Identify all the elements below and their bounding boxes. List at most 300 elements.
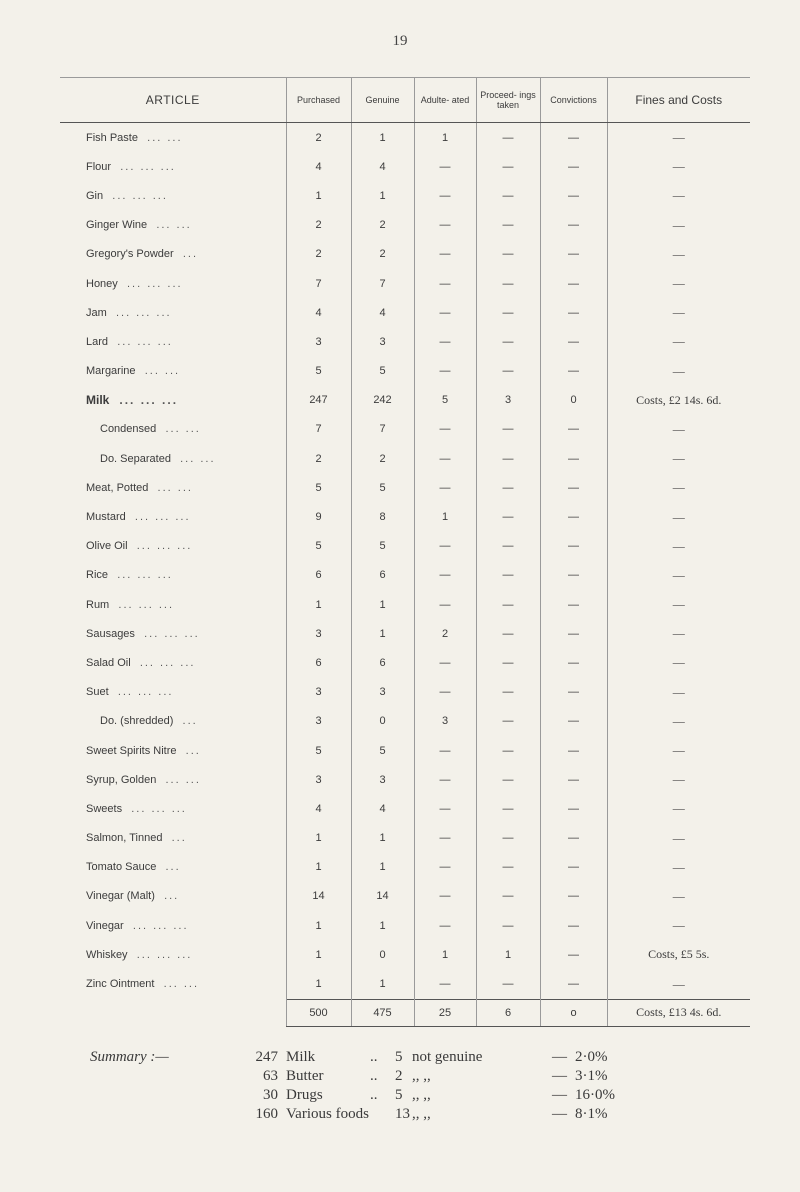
leader-dots: ... ... ... <box>132 919 189 932</box>
fines-cell: — <box>607 882 750 911</box>
leader-dots: ... ... ... <box>118 598 175 611</box>
convictions-cell: 0 <box>540 386 607 415</box>
purchased-cell: 4 <box>286 152 351 181</box>
fines-cell: — <box>607 152 750 181</box>
purchased-cell: 2 <box>286 444 351 473</box>
proceedings-cell: — <box>476 327 540 356</box>
genuine-cell: 7 <box>351 415 414 444</box>
article-name: Gin <box>86 189 104 202</box>
adulterated-cell: 1 <box>414 123 476 153</box>
genuine-cell: 2 <box>351 240 414 269</box>
purchased-cell: 7 <box>286 415 351 444</box>
convictions-cell: — <box>540 707 607 736</box>
total-proceedings: 6 <box>476 999 540 1026</box>
genuine-cell: 242 <box>351 386 414 415</box>
header-article: ARTICLE <box>60 78 286 123</box>
adulterated-cell: — <box>414 590 476 619</box>
leader-dots: ... ... ... <box>115 306 172 319</box>
fines-cell: — <box>607 678 750 707</box>
article-name: Olive Oil <box>86 540 128 553</box>
total-adulterated: 25 <box>414 999 476 1026</box>
proceedings-cell: — <box>476 532 540 561</box>
convictions-cell: — <box>540 240 607 269</box>
adulterated-cell: — <box>414 794 476 823</box>
article-name: Salmon, Tinned <box>86 832 163 845</box>
leader-dots: ... ... ... <box>117 686 174 699</box>
purchased-cell: 4 <box>286 298 351 327</box>
convictions-cell: — <box>540 678 607 707</box>
genuine-cell: 8 <box>351 502 414 531</box>
genuine-cell: 2 <box>351 211 414 240</box>
purchased-cell: 5 <box>286 473 351 502</box>
summary-dots: .. <box>370 1087 378 1103</box>
header-purchased: Purchased <box>286 78 351 123</box>
convictions-cell: — <box>540 152 607 181</box>
article-cell <box>60 590 286 619</box>
convictions-cell: — <box>540 473 607 502</box>
table-row <box>60 969 750 999</box>
adulterated-cell: — <box>414 853 476 882</box>
page-number: 19 <box>392 33 408 49</box>
proceedings-cell: — <box>476 765 540 794</box>
article-cell <box>60 765 286 794</box>
genuine-cell: 4 <box>351 152 414 181</box>
adulterated-cell: — <box>414 181 476 210</box>
purchased-cell: 1 <box>286 824 351 853</box>
proceedings-cell: — <box>476 969 540 999</box>
summary-percent: 2·0% <box>575 1049 608 1065</box>
genuine-cell: 1 <box>351 181 414 210</box>
adulterated-cell: — <box>414 473 476 502</box>
leader-dots: ... ... ... <box>117 569 173 582</box>
genuine-cell: 1 <box>351 853 414 882</box>
fines-cell: — <box>607 853 750 882</box>
leader-dots: ... ... ... <box>131 802 187 815</box>
proceedings-cell: 3 <box>476 386 540 415</box>
article-name: Honey <box>86 277 118 290</box>
leader-dots: ... ... <box>147 131 183 144</box>
convictions-cell: — <box>540 327 607 356</box>
summary-dots: .. <box>370 1068 378 1084</box>
article-cell <box>60 357 286 386</box>
summary-description: ,, ,, <box>412 1106 431 1122</box>
leader-dots: ... <box>171 832 187 845</box>
article-cell <box>60 211 286 240</box>
adulterated-cell: — <box>414 240 476 269</box>
fines-cell: — <box>607 561 750 590</box>
fines-cell: — <box>607 298 750 327</box>
proceedings-cell: — <box>476 357 540 386</box>
table-row <box>60 357 750 386</box>
leader-dots: ... ... ... <box>112 189 168 202</box>
convictions-cell: — <box>540 853 607 882</box>
fines-cell: — <box>607 211 750 240</box>
fines-cell: — <box>607 357 750 386</box>
article-cell <box>60 882 286 911</box>
adulterated-cell: — <box>414 152 476 181</box>
purchased-cell: 247 <box>286 386 351 415</box>
leader-dots: ... ... ... <box>120 160 176 173</box>
proceedings-cell: — <box>476 211 540 240</box>
genuine-cell: 1 <box>351 969 414 999</box>
fines-cell: — <box>607 969 750 999</box>
adulterated-cell: — <box>414 765 476 794</box>
convictions-cell: — <box>540 736 607 765</box>
article-name: Lard <box>86 335 109 348</box>
convictions-cell: — <box>540 123 607 153</box>
convictions-cell: — <box>540 648 607 677</box>
proceedings-cell: — <box>476 824 540 853</box>
proceedings-cell: — <box>476 678 540 707</box>
summary-description: ,, ,, <box>412 1087 431 1103</box>
proceedings-cell: — <box>476 911 540 940</box>
proceedings-cell: — <box>476 473 540 502</box>
summary-count: 247 <box>255 1049 278 1065</box>
summary-number: 13 <box>395 1106 410 1122</box>
fines-cell: Costs, £5 5s. <box>607 940 750 969</box>
article-name: Milk <box>86 393 110 408</box>
proceedings-cell: — <box>476 882 540 911</box>
article-name: Vinegar <box>86 919 124 932</box>
genuine-cell: 3 <box>351 327 414 356</box>
purchased-cell: 5 <box>286 357 351 386</box>
convictions-cell: — <box>540 882 607 911</box>
genuine-cell: 5 <box>351 473 414 502</box>
leader-dots: ... ... ... <box>139 656 196 669</box>
fines-cell: — <box>607 444 750 473</box>
proceedings-cell: — <box>476 415 540 444</box>
convictions-cell: — <box>540 444 607 473</box>
proceedings-cell: — <box>476 736 540 765</box>
leader-dots: ... <box>182 715 198 728</box>
summary-heading: Summary :— <box>90 1049 169 1065</box>
proceedings-cell: — <box>476 152 540 181</box>
table-row <box>60 824 750 853</box>
genuine-cell: 3 <box>351 765 414 794</box>
convictions-cell: — <box>540 561 607 590</box>
summary-percent: 16·0% <box>575 1087 615 1103</box>
purchased-cell: 1 <box>286 853 351 882</box>
convictions-cell: — <box>540 590 607 619</box>
article-name: Margarine <box>86 365 136 378</box>
fines-cell: — <box>607 532 750 561</box>
adulterated-cell: 5 <box>414 386 476 415</box>
article-cell <box>60 269 286 298</box>
proceedings-cell: — <box>476 619 540 648</box>
article-cell <box>60 502 286 531</box>
adulterated-cell: 1 <box>414 502 476 531</box>
genuine-cell: 1 <box>351 123 414 153</box>
header-proceedings: Proceed- ings taken <box>476 78 540 123</box>
adulterated-cell: — <box>414 298 476 327</box>
purchased-cell: 3 <box>286 707 351 736</box>
article-cell <box>60 911 286 940</box>
purchased-cell: 6 <box>286 561 351 590</box>
adulterated-cell: — <box>414 678 476 707</box>
proceedings-cell: — <box>476 853 540 882</box>
proceedings-cell: — <box>476 181 540 210</box>
article-name: Syrup, Golden <box>86 773 157 786</box>
purchased-cell: 4 <box>286 794 351 823</box>
leader-dots: ... ... <box>165 773 201 786</box>
purchased-cell: 3 <box>286 619 351 648</box>
table-row <box>60 678 750 707</box>
article-name: Do. Separated <box>100 452 171 465</box>
summary-item: Butter <box>286 1068 324 1084</box>
summary-percent: 3·1% <box>575 1068 608 1084</box>
table-row <box>60 765 750 794</box>
leader-dots: ... ... <box>180 452 216 465</box>
summary-row <box>90 1105 710 1124</box>
adulterated-cell: — <box>414 357 476 386</box>
summary-dots: .. <box>370 1049 378 1065</box>
article-name: Zinc Ointment <box>86 978 155 991</box>
purchased-cell: 1 <box>286 590 351 619</box>
fines-cell: — <box>607 415 750 444</box>
table-row <box>60 327 750 356</box>
header-adulterated: Adulte- ated <box>414 78 476 123</box>
convictions-cell: — <box>540 181 607 210</box>
summary-dash: — <box>552 1106 567 1122</box>
leader-dots: ... ... ... <box>117 335 173 348</box>
article-name: Rum <box>86 598 110 611</box>
table-row <box>60 415 750 444</box>
table-row <box>60 269 750 298</box>
genuine-cell: 3 <box>351 678 414 707</box>
article-cell <box>60 473 286 502</box>
table-row <box>60 532 750 561</box>
convictions-cell: — <box>540 357 607 386</box>
article-name: Jam <box>86 306 107 319</box>
totals-label-cell <box>60 999 286 1026</box>
leader-dots: ... <box>182 248 199 261</box>
article-name: Whiskey <box>86 948 128 961</box>
article-cell <box>60 327 286 356</box>
table-row <box>60 736 750 765</box>
genuine-cell: 5 <box>351 357 414 386</box>
fines-cell: — <box>607 269 750 298</box>
article-name: Tomato Sauce <box>86 861 157 874</box>
genuine-cell: 5 <box>351 736 414 765</box>
adulterated-cell: — <box>414 824 476 853</box>
summary-section <box>90 1048 710 1124</box>
header-fines-costs: Fines and Costs <box>607 78 750 123</box>
fines-cell: — <box>607 123 750 153</box>
purchased-cell: 9 <box>286 502 351 531</box>
fines-cell: — <box>607 181 750 210</box>
article-name: Condensed <box>100 423 157 436</box>
leader-dots: ... ... ... <box>119 393 179 408</box>
table-row <box>60 590 750 619</box>
article-name: Suet <box>86 686 109 699</box>
purchased-cell: 3 <box>286 765 351 794</box>
table-row <box>60 444 750 473</box>
purchased-cell: 2 <box>286 123 351 153</box>
table-row <box>60 502 750 531</box>
proceedings-cell: — <box>476 240 540 269</box>
total-fines: Costs, £13 4s. 6d. <box>607 999 750 1026</box>
header-convictions: Convictions <box>540 78 607 123</box>
article-name: Flour <box>86 160 112 173</box>
convictions-cell: — <box>540 824 607 853</box>
fines-cell: — <box>607 473 750 502</box>
table-row <box>60 561 750 590</box>
summary-count: 160 <box>255 1106 278 1122</box>
table-row <box>60 648 750 677</box>
leader-dots: ... ... ... <box>134 511 191 524</box>
purchased-cell: 5 <box>286 532 351 561</box>
adulterated-cell: 2 <box>414 619 476 648</box>
article-cell <box>60 736 286 765</box>
adulterated-cell: — <box>414 444 476 473</box>
purchased-cell: 7 <box>286 269 351 298</box>
summary-dash: — <box>552 1049 567 1065</box>
proceedings-cell: 1 <box>476 940 540 969</box>
summary-number: 5 <box>395 1087 403 1103</box>
leader-dots: ... ... <box>156 219 192 232</box>
table-row <box>60 240 750 269</box>
genuine-cell: 0 <box>351 707 414 736</box>
purchased-cell: 1 <box>286 911 351 940</box>
article-cell <box>60 181 286 210</box>
leader-dots: ... ... ... <box>136 948 193 961</box>
summary-dash: — <box>552 1087 567 1103</box>
purchased-cell: 5 <box>286 736 351 765</box>
proceedings-cell: — <box>476 794 540 823</box>
leader-dots: ... ... <box>157 481 193 494</box>
summary-dash: — <box>552 1068 567 1084</box>
article-cell <box>60 678 286 707</box>
table-row <box>60 298 750 327</box>
table-row <box>60 882 750 911</box>
adulterated-cell: — <box>414 736 476 765</box>
summary-item: Drugs <box>286 1087 323 1103</box>
proceedings-cell: — <box>476 561 540 590</box>
article-cell <box>60 940 286 969</box>
article-name: Sweets <box>86 802 123 815</box>
article-cell <box>60 794 286 823</box>
purchased-cell: 6 <box>286 648 351 677</box>
genuine-cell: 1 <box>351 911 414 940</box>
summary-number: 5 <box>395 1049 403 1065</box>
article-cell <box>60 152 286 181</box>
article-cell <box>60 415 286 444</box>
table-row <box>60 123 750 153</box>
fines-cell: — <box>607 707 750 736</box>
adulterated-cell: — <box>414 327 476 356</box>
leader-dots: ... ... <box>144 365 181 378</box>
convictions-cell: — <box>540 502 607 531</box>
article-cell <box>60 853 286 882</box>
fines-cell: — <box>607 824 750 853</box>
total-purchased: 500 <box>286 999 351 1026</box>
table-row <box>60 794 750 823</box>
purchased-cell: 2 <box>286 211 351 240</box>
article-name: Salad Oil <box>86 656 131 669</box>
proceedings-cell: — <box>476 269 540 298</box>
proceedings-cell: — <box>476 648 540 677</box>
table-row <box>60 211 750 240</box>
adulterated-cell: — <box>414 269 476 298</box>
article-cell <box>60 619 286 648</box>
convictions-cell: — <box>540 298 607 327</box>
article-name: Sausages <box>86 627 135 640</box>
convictions-cell: — <box>540 940 607 969</box>
convictions-cell: — <box>540 794 607 823</box>
adulterated-cell: — <box>414 211 476 240</box>
leader-dots: ... ... ... <box>126 277 183 290</box>
proceedings-cell: — <box>476 123 540 153</box>
summary-count: 63 <box>263 1068 278 1084</box>
article-cell <box>60 707 286 736</box>
genuine-cell: 0 <box>351 940 414 969</box>
genuine-cell: 1 <box>351 824 414 853</box>
table-row <box>60 619 750 648</box>
article-name: Vinegar (Malt) <box>86 890 155 903</box>
genuine-cell: 2 <box>351 444 414 473</box>
genuine-cell: 6 <box>351 561 414 590</box>
fines-cell: — <box>607 911 750 940</box>
article-cell <box>60 123 286 153</box>
genuine-cell: 4 <box>351 794 414 823</box>
adulterated-cell: — <box>414 415 476 444</box>
adulterated-cell: — <box>414 969 476 999</box>
article-name: Sweet Spirits Nitre <box>86 744 177 757</box>
purchased-cell: 1 <box>286 969 351 999</box>
genuine-cell: 7 <box>351 269 414 298</box>
purchased-cell: 1 <box>286 940 351 969</box>
summary-percent: 8·1% <box>575 1106 608 1122</box>
summary-item: Milk <box>286 1049 316 1065</box>
summary-row <box>90 1067 710 1086</box>
convictions-cell: — <box>540 911 607 940</box>
genuine-cell: 6 <box>351 648 414 677</box>
adulterated-cell: 1 <box>414 940 476 969</box>
article-cell <box>60 386 286 415</box>
proceedings-cell: — <box>476 298 540 327</box>
summary-row <box>90 1086 710 1105</box>
table-row <box>60 181 750 210</box>
sampling-returns-table <box>60 77 750 1027</box>
leader-dots: ... <box>165 861 181 874</box>
table-row <box>60 911 750 940</box>
fines-cell: — <box>607 240 750 269</box>
summary-count: 30 <box>263 1087 278 1103</box>
table-row <box>60 386 750 415</box>
leader-dots: ... <box>164 890 180 903</box>
convictions-cell: — <box>540 269 607 298</box>
table-row <box>60 152 750 181</box>
total-genuine: 475 <box>351 999 414 1026</box>
table-row <box>60 707 750 736</box>
summary-description: ,, ,, <box>412 1068 431 1084</box>
fines-cell: — <box>607 794 750 823</box>
purchased-cell: 14 <box>286 882 351 911</box>
genuine-cell: 14 <box>351 882 414 911</box>
fines-cell: — <box>607 648 750 677</box>
table-row <box>60 473 750 502</box>
leader-dots: ... ... <box>163 978 200 991</box>
adulterated-cell: — <box>414 911 476 940</box>
table-body <box>60 123 750 1000</box>
table-row <box>60 940 750 969</box>
convictions-cell: — <box>540 532 607 561</box>
proceedings-cell: — <box>476 444 540 473</box>
article-name: Meat, Potted <box>86 481 149 494</box>
genuine-cell: 4 <box>351 298 414 327</box>
convictions-cell: — <box>540 765 607 794</box>
convictions-cell: — <box>540 969 607 999</box>
